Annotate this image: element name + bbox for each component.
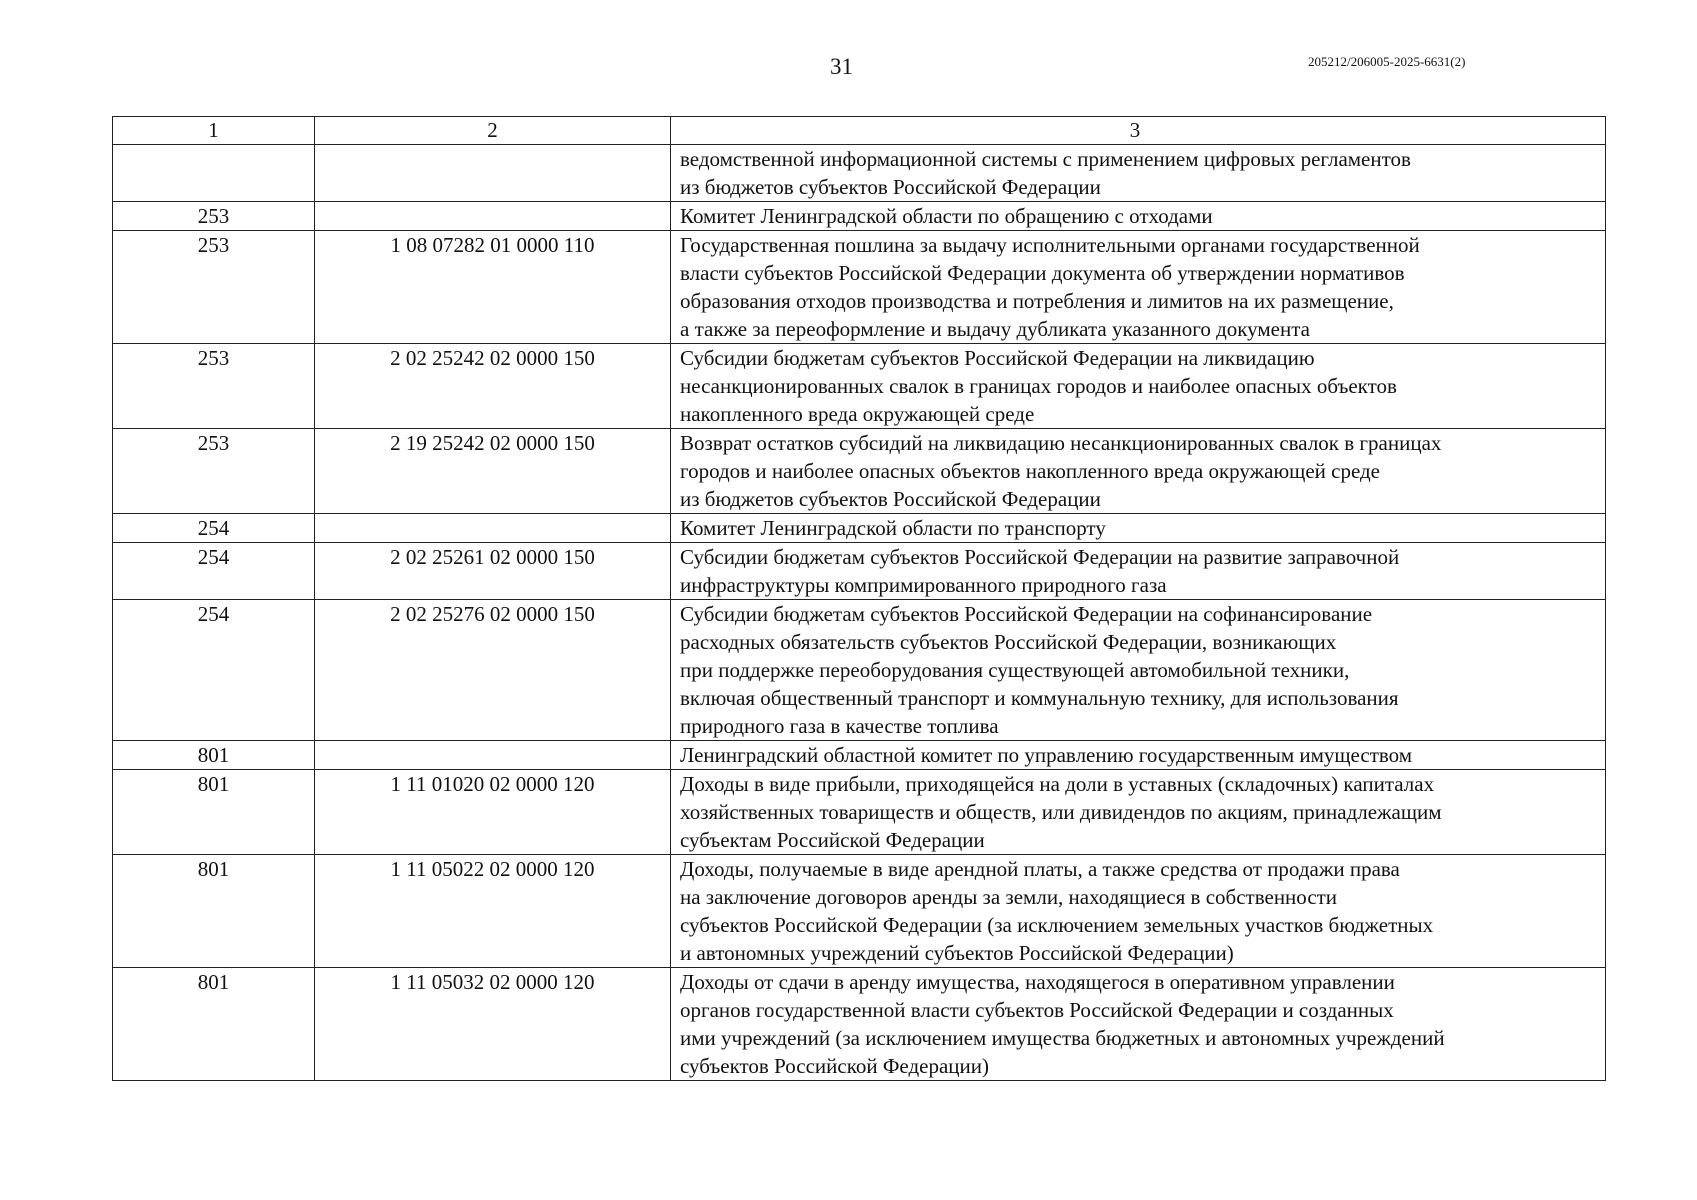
- administrator-code-text: 254: [197, 545, 230, 569]
- budget-classification-code-cell: [315, 202, 671, 231]
- budget-classification-code-text: 1 11 05022 02 0000 120: [390, 857, 595, 881]
- column-header-2: 2: [315, 117, 671, 145]
- revenue-name-cell: [671, 855, 1606, 968]
- table-row: [113, 231, 1606, 344]
- table-row: [113, 429, 1606, 514]
- administrator-code-cell: [113, 741, 315, 770]
- budget-classification-code-text: 2 19 25242 02 0000 150: [390, 431, 595, 455]
- budget-codes-table: [112, 116, 1606, 1081]
- administrator-code-text: 253: [197, 346, 230, 370]
- revenue-name-cell: [671, 770, 1606, 855]
- administrator-code-text: 254: [197, 602, 230, 626]
- table-row: [113, 344, 1606, 429]
- budget-classification-code-cell: [315, 855, 671, 968]
- revenue-name-text: Доходы, получаемые в виде арендной платы, а также средства от продажи права на заключение договоров аренды за земли, находящиеся в собственности субъектов Российской Федерации (за исключением земельных участков бюджетных и автономных учреждений субъектов Российской Федерации): [680, 857, 1434, 965]
- budget-classification-code-cell: [315, 145, 671, 202]
- revenue-name-cell: [671, 231, 1606, 344]
- revenue-name-cell: [671, 202, 1606, 231]
- table-header-row: [113, 117, 1606, 145]
- administrator-code-cell: [113, 968, 315, 1081]
- table-row: [113, 145, 1606, 202]
- budget-classification-code-text: 1 11 01020 02 0000 120: [390, 772, 595, 796]
- column-header-3: 3: [671, 117, 1606, 145]
- administrator-code-text: 253: [197, 204, 230, 228]
- budget-classification-code-cell: [315, 429, 671, 514]
- document-id: 205212/206005-2025-6631(2): [1308, 54, 1466, 69]
- table-row: [113, 741, 1606, 770]
- budget-classification-code-text: 1 11 05032 02 0000 120: [390, 970, 595, 994]
- administrator-code-cell: [113, 514, 315, 543]
- budget-classification-code-text: 2 02 25261 02 0000 150: [390, 545, 595, 569]
- revenue-name-cell: [671, 741, 1606, 770]
- administrator-code-text: 801: [197, 772, 230, 796]
- budget-classification-code-cell: [315, 770, 671, 855]
- revenue-name-text: ведомственной информационной системы с применением цифровых регламентов из бюджетов субъектов Российской Федерации: [680, 147, 1411, 199]
- page-number: 31: [830, 54, 853, 79]
- administrator-code-cell: [113, 429, 315, 514]
- budget-classification-code-cell: [315, 968, 671, 1081]
- revenue-name-cell: [671, 145, 1606, 202]
- table-row: [113, 600, 1606, 741]
- column-header-1: 1: [113, 117, 315, 145]
- revenue-name-cell: [671, 543, 1606, 600]
- revenue-name-text: Доходы в виде прибыли, приходящейся на доли в уставных (складочных) капиталах хозяйственных товариществ и обществ, или дивидендов по акциям, принадлежащим субъектам Российской Федерации: [680, 772, 1442, 852]
- revenue-name-cell: [671, 429, 1606, 514]
- administrator-code-text: 253: [197, 233, 230, 257]
- revenue-name-text: Возврат остатков субсидий на ликвидацию несанкционированных свалок в границах городов и наиболее опасных объектов накопленного вреда окружающей среде из бюджетов субъектов Российской Федерации: [680, 431, 1442, 511]
- administrator-code-cell: [113, 600, 315, 741]
- administrator-code-cell: [113, 543, 315, 600]
- budget-classification-code-text: 1 08 07282 01 0000 110: [390, 233, 595, 257]
- administrator-code-text: 801: [197, 970, 230, 994]
- administrator-code-cell: [113, 855, 315, 968]
- administrator-code-cell: [113, 202, 315, 231]
- revenue-name-text: Субсидии бюджетам субъектов Российской Федерации на софинансирование расходных обязательств субъектов Российской Федерации, возникающих при поддержке переоборудования существующей автомобильной техники, включая общественный транспорт и коммунальную технику, для использования природного газа в качестве топлива: [680, 602, 1399, 738]
- revenue-name-text: Доходы от сдачи в аренду имущества, находящегося в оперативном управлении органов государственной власти субъектов Российской Федерации и созданных ими учреждений (за исключением имущества бюджетных и автономных учреждений субъектов Российской Федерации): [680, 970, 1445, 1078]
- revenue-name-cell: [671, 344, 1606, 429]
- administrator-code-cell: [113, 770, 315, 855]
- administrator-code-text: 254: [197, 516, 230, 540]
- table-row: [113, 855, 1606, 968]
- budget-classification-code-cell: [315, 741, 671, 770]
- table-row: [113, 514, 1606, 543]
- administrator-code-text: 253: [197, 431, 230, 455]
- revenue-name-text: Ленинградский областной комитет по управлению государственным имуществом: [680, 743, 1413, 767]
- revenue-name-cell: [671, 600, 1606, 741]
- budget-classification-code-text: 2 02 25276 02 0000 150: [390, 602, 595, 626]
- revenue-name-text: Комитет Ленинградской области по транспорту: [680, 516, 1106, 540]
- table-row: [113, 202, 1606, 231]
- table-row: [113, 968, 1606, 1081]
- administrator-code-text: 801: [197, 857, 230, 881]
- budget-classification-code-cell: [315, 543, 671, 600]
- revenue-name-cell: [671, 514, 1606, 543]
- administrator-code-text: 801: [197, 743, 230, 767]
- budget-classification-code-cell: [315, 514, 671, 543]
- revenue-name-text: Государственная пошлина за выдачу исполнительными органами государственной власти субъектов Российской Федерации документа об утверждении нормативов образования отходов производства и потребления и лимитов на их размещение, а также за переоформление и выдачу дубликата указанного документа: [680, 233, 1420, 341]
- revenue-name-text: Субсидии бюджетам субъектов Российской Федерации на ликвидацию несанкционированных свалок в границах городов и наиболее опасных объектов накопленного вреда окружающей среде: [680, 346, 1397, 426]
- budget-classification-code-cell: [315, 600, 671, 741]
- revenue-name-text: Комитет Ленинградской области по обращению с отходами: [680, 204, 1213, 228]
- budget-classification-code-cell: [315, 344, 671, 429]
- administrator-code-cell: [113, 231, 315, 344]
- revenue-name-text: Субсидии бюджетам субъектов Российской Федерации на развитие заправочной инфраструктуры компримированного природного газа: [680, 545, 1400, 597]
- budget-classification-code-cell: [315, 231, 671, 344]
- budget-classification-code-text: 2 02 25242 02 0000 150: [390, 346, 595, 370]
- administrator-code-cell: [113, 344, 315, 429]
- revenue-name-cell: [671, 968, 1606, 1081]
- table-row: [113, 543, 1606, 600]
- administrator-code-cell: [113, 145, 315, 202]
- table-row: [113, 770, 1606, 855]
